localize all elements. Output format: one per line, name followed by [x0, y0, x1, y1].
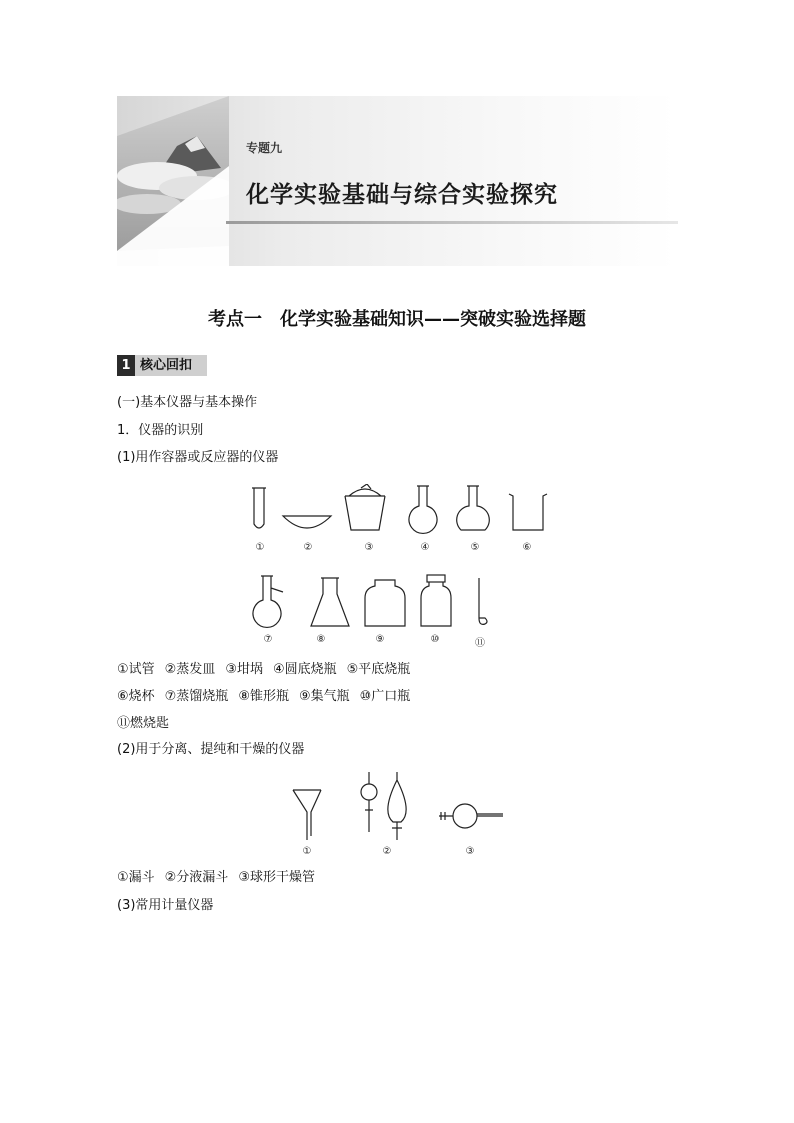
label-4: ④ [420, 542, 430, 553]
label-10: ⑩ [430, 634, 440, 645]
sub-heading-1: (1)用作容器或反应器的仪器 [117, 450, 279, 465]
name-beaker: ⑥烧杯 [117, 689, 155, 704]
label-7: ⑦ [263, 634, 273, 645]
round-bottom-flask-icon [409, 486, 437, 533]
label-2: ② [303, 542, 313, 553]
name-separatory-funnel: ②分液漏斗 [164, 870, 229, 885]
mountain-illustration [117, 96, 229, 266]
name-drying-tube: ③球形干燥管 [238, 870, 315, 885]
tag-label: 核心回扣 [140, 358, 193, 373]
label-9: ⑨ [375, 634, 385, 645]
name-distillation-flask: ⑦蒸馏烧瓶 [164, 689, 229, 704]
label-separatory-funnel: ② [382, 846, 392, 857]
label-6: ⑥ [522, 542, 532, 553]
conical-flask-icon [311, 578, 349, 626]
name-combustion-spoon: ⑪燃烧匙 [117, 716, 170, 731]
apparatus-names-row-1 [117, 661, 420, 679]
apparatus-names-row-2 [117, 688, 420, 706]
series-label: 专题九 [246, 141, 283, 155]
label-1: ① [255, 542, 265, 553]
chapter-title: 化学实验基础与综合实验探究 [246, 182, 558, 208]
combustion-spoon-icon [479, 578, 487, 624]
section-title: 考点一 化学实验基础知识——突破实验选择题 [208, 309, 586, 330]
name-round-bottom-flask: ④圆底烧瓶 [272, 662, 337, 677]
label-5: ⑤ [470, 542, 480, 553]
test-tube-icon [252, 488, 266, 528]
crucible-icon [345, 484, 385, 530]
label-8: ⑧ [316, 634, 326, 645]
label-3: ③ [364, 542, 374, 553]
name-conical-flask: ⑧锥形瓶 [238, 689, 289, 704]
beaker-icon [509, 494, 547, 530]
sub-heading-3: (3)常用计量仪器 [117, 898, 214, 913]
item-heading: 1．仪器的识别 [117, 423, 204, 438]
apparatus-row-3 [285, 770, 515, 842]
drying-tube-icon [439, 804, 503, 828]
gas-jar-icon [365, 580, 405, 626]
name-evaporating-dish: ②蒸发皿 [164, 662, 216, 677]
name-wide-mouth-bottle: ⑩广口瓶 [359, 689, 411, 704]
label-drying-tube: ③ [465, 846, 475, 857]
sub-heading-2: (2)用于分离、提纯和干燥的仪器 [117, 742, 305, 757]
tag-number: 1 [117, 355, 135, 376]
funnel-icon [293, 790, 321, 840]
part-heading: (一)基本仪器与基本操作 [117, 395, 258, 410]
separatory-funnel-pear-icon [361, 772, 406, 840]
name-funnel: ①漏斗 [117, 870, 155, 885]
banner-rule [226, 221, 678, 224]
label-funnel: ① [302, 846, 312, 857]
wide-mouth-bottle-icon [421, 575, 451, 626]
name-crucible: ③坩埚 [225, 662, 263, 677]
distillation-flask-icon [253, 576, 283, 627]
name-flat-bottom-flask: ⑤平底烧瓶 [346, 662, 411, 677]
label-11: ⑪ [475, 638, 485, 649]
name-gas-jar: ⑨集气瓶 [298, 689, 350, 704]
apparatus-row-1 [245, 484, 555, 536]
evaporating-dish-icon [283, 516, 331, 528]
apparatus-row-2 [245, 574, 495, 630]
apparatus-names-row-3 [117, 869, 325, 887]
flat-bottom-flask-icon [457, 486, 490, 530]
name-test-tube: ①试管 [117, 662, 155, 677]
